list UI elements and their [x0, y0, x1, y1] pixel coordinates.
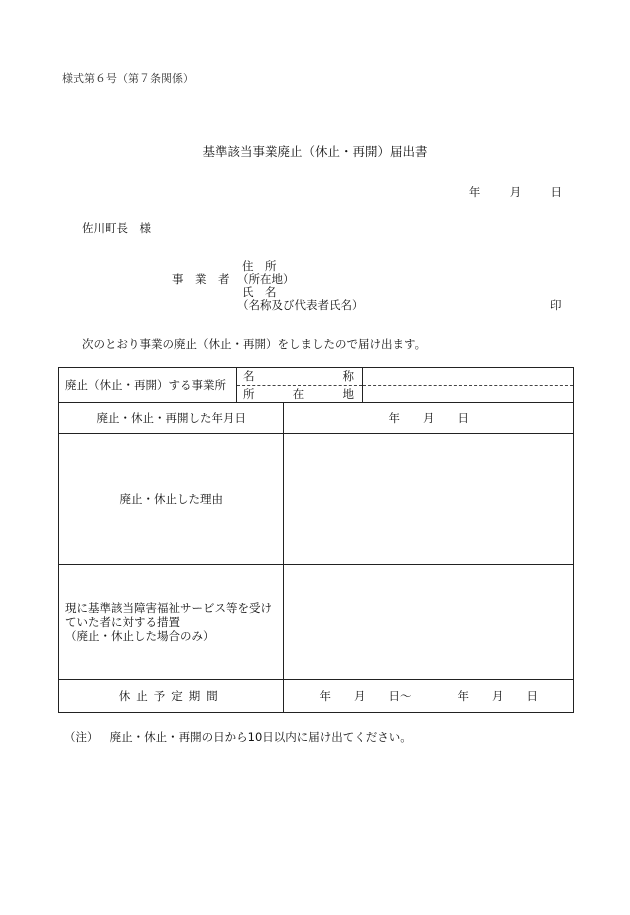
- note-mark: （注）: [64, 730, 99, 744]
- footnote: [64, 729, 412, 745]
- representative-label: （名称及び代表者氏名）: [237, 298, 364, 312]
- suspension-period-label: 休止予定期間: [59, 680, 284, 713]
- date-year: 年: [468, 185, 481, 199]
- measures-label: 現に基準該当障害福祉サービス等を受け ていた者に対する措置 （廃止・休止した場合のみ）: [59, 565, 284, 680]
- submission-date: [469, 184, 562, 200]
- document-title: 基準該当事業廃止（休止・再開）届出書: [202, 144, 428, 159]
- office-location-field[interactable]: [363, 386, 573, 403]
- table-row-measures: [59, 565, 574, 680]
- table-row-period: [59, 680, 574, 713]
- table-row-business: [59, 368, 574, 403]
- date-month: 月: [509, 185, 522, 199]
- reason-label: 廃止・休止した理由: [59, 434, 284, 565]
- date-day: 日: [550, 185, 562, 199]
- table-row-reason: [59, 434, 574, 565]
- note-text: 廃止・休止・再開の日から10日以内に届け出てください。: [109, 730, 412, 744]
- location-label: （所在地）: [237, 272, 295, 286]
- date-label: 廃止・休止・再開した年月日: [59, 403, 284, 434]
- business-office-label: 廃止（休止・再開）する事業所: [65, 378, 226, 392]
- table-row-date: [59, 403, 574, 434]
- business-operator-label: 事 業 者: [172, 272, 230, 286]
- applicant-block: [0, 256, 630, 316]
- address-label: 住 所: [242, 259, 277, 273]
- office-name-label: 名 称: [237, 368, 362, 386]
- office-location-label: 所 在 地: [243, 386, 354, 401]
- addressee: 佐川町長 様: [82, 221, 151, 235]
- name-label: 氏 名: [242, 285, 277, 299]
- notification-form-table: [58, 367, 574, 713]
- form-reference: 様式第６号（第７条関係）: [62, 72, 194, 85]
- date-field[interactable]: 年 月 日: [284, 403, 574, 434]
- measures-field[interactable]: [284, 565, 574, 680]
- reason-field[interactable]: [284, 434, 574, 565]
- intro-text: 次のとおり事業の廃止（休止・再開）をしましたので届け出ます。: [82, 337, 427, 351]
- suspension-period-field[interactable]: 年 月 日～ 年 月 日: [284, 680, 574, 713]
- seal-mark: 印: [550, 298, 562, 312]
- office-name-field[interactable]: [363, 368, 573, 386]
